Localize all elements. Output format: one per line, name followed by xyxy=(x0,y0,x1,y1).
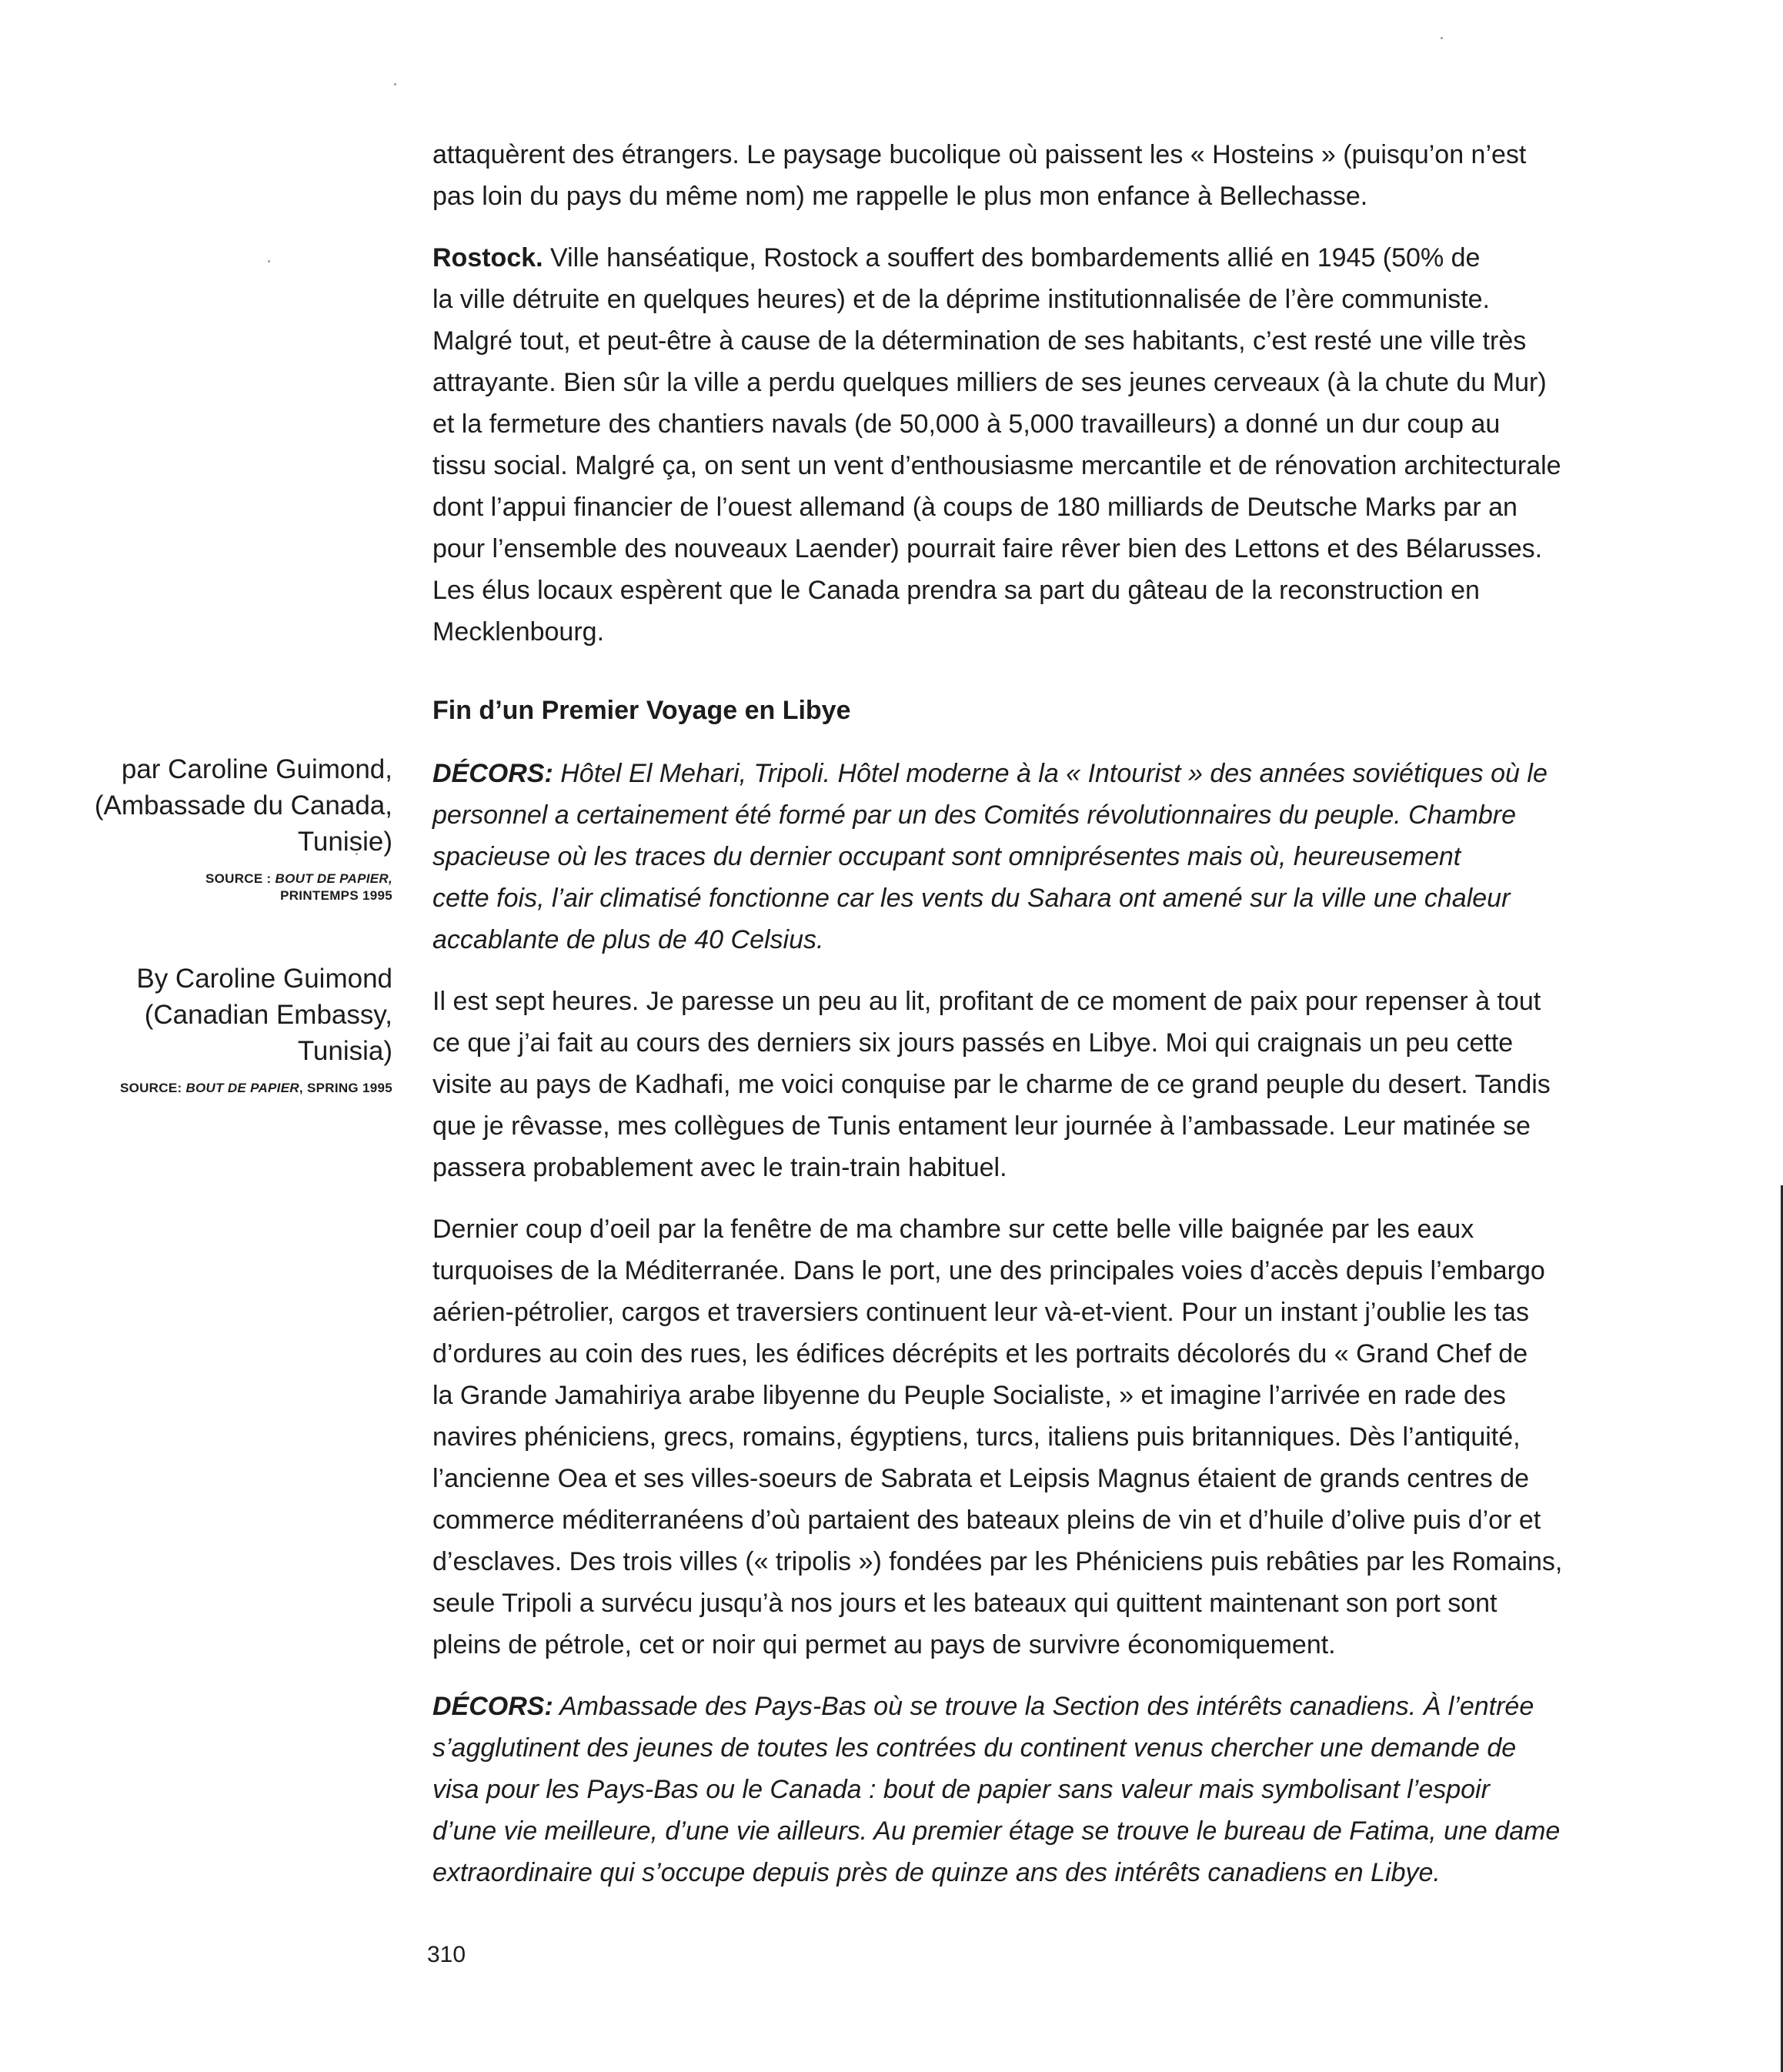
byline-line: By Caroline Guimond xyxy=(136,964,392,994)
text-line: extraordinaire qui s’occupe depuis près de quinze ans des intérêts canadiens en Libye. xyxy=(432,1858,1441,1887)
text-line xyxy=(432,1686,1579,1727)
text-line: cette fois, l’air climatisé fonctionne car les vents du Sahara ont amené sur la ville une chaleur xyxy=(432,884,1511,913)
text-line: ce que j’ai fait au cours des derniers six jours passés en Libye. Moi qui craignais un peu cette xyxy=(432,1028,1514,1058)
text-line: pas loin du pays du même nom) me rappelle le plus mon enfance à Bellechasse. xyxy=(432,182,1368,211)
sidebar-byline-french xyxy=(92,751,392,904)
text-line: visa pour les Pays-Bas ou le Canada : bout de papier sans valeur mais symbolisant l’espoir xyxy=(432,1775,1490,1804)
byline-line: Tunisie) xyxy=(297,827,392,857)
paragraph-seven-hours xyxy=(432,981,1579,1188)
decor-paragraph-hotel xyxy=(432,753,1579,961)
text-line: passera probablement avec le train-train habituel. xyxy=(432,1153,1007,1182)
text-line: dont l’appui financier de l’ouest allemand (à coups de 180 milliards de Deutsche Marks par an xyxy=(432,493,1518,522)
text-line: d’ordures au coin des rues, les édifices décrépits et les portraits décolorés du « Grand Chef de xyxy=(432,1339,1528,1369)
text-line: Il est sept heures. Je paresse un peu au lit, profitant de ce moment de paix pour repenser à tout xyxy=(432,987,1541,1016)
source-date: PRINTEMPS 1995 xyxy=(280,888,392,903)
byline-line: par Caroline Guimond, xyxy=(121,754,392,784)
text-line: l’ancienne Oea et ses villes-soeurs de Sabrata et Leipsis Magnus étaient de grands centres de xyxy=(432,1464,1530,1493)
source-title: BOUT DE PAPIER, xyxy=(275,871,392,886)
text-segment: Ville hanséatique, Rostock a souffert des bombardements allié en 1945 (50% de xyxy=(543,243,1481,272)
text-line: d’esclaves. Des trois villes (« tripolis ») fondées par les Phéniciens puis rebâties par les Romains, xyxy=(432,1547,1563,1576)
intro-paragraph xyxy=(432,134,1579,217)
text-line: accablante de plus de 40 Celsius. xyxy=(432,925,824,954)
scan-speck xyxy=(268,260,270,262)
text-line: Les élus locaux espèrent que le Canada prendra sa part du gâteau de la reconstruction en xyxy=(432,576,1480,605)
text-segment: Hôtel El Mehari, Tripoli. Hôtel moderne à la « Intourist » des années soviétiques où le xyxy=(553,759,1548,788)
text-line: que je rêvasse, mes collègues de Tunis entament leur journée à l’ambassade. Leur matinée se xyxy=(432,1111,1531,1141)
section-heading: Fin d’un Premier Voyage en Libye xyxy=(432,696,851,725)
text-line: d’une vie meilleure, d’une vie ailleurs. Au premier étage se trouve le bureau de Fatima, une dame xyxy=(432,1816,1561,1846)
text-line xyxy=(432,753,1579,794)
text-line: turquoises de la Méditerranée. Dans le port, une des principales voies d’accès depuis l’embargo xyxy=(432,1256,1545,1285)
text-line: visite au pays de Kadhafi, me voici conquise par le charme de ce grand peuple du desert. Tandis xyxy=(432,1070,1551,1099)
byline-line: (Canadian Embassy, xyxy=(144,1000,392,1030)
text-line: s’agglutinent des jeunes de toutes les contrées du continent venus chercher une demande de xyxy=(432,1733,1517,1763)
scan-speck xyxy=(394,83,396,85)
text-line: commerce méditerranéens d’où partaient des bateaux pleins de vin et d’huile d’olive puis d’or et xyxy=(432,1506,1541,1535)
source-credit-french xyxy=(92,871,392,904)
byline-line: (Ambassade du Canada, xyxy=(94,790,392,820)
text-line: aérien-pétrolier, cargos et traversiers continuent leur và-et-vient. Pour un instant j’oublie les tas xyxy=(432,1298,1529,1327)
decor-lead-in: DÉCORS: xyxy=(432,1692,553,1721)
text-line: et la fermeture des chantiers navals (de 50,000 à 5,000 travailleurs) a donné un dur coup au xyxy=(432,409,1501,439)
text-line: spacieuse où les traces du dernier occupant sont omniprésentes mais où, heureusement xyxy=(432,842,1461,871)
text-line: navires phéniciens, grecs, romains, égyptiens, turcs, italiens puis britanniques. Dès l’antiquité, xyxy=(432,1422,1521,1452)
sidebar-byline-english xyxy=(92,961,392,1097)
text-line: tissu social. Malgré ça, on sent un vent d’enthousiasme mercantile et de rénovation architecturale xyxy=(432,451,1561,480)
source-label: SOURCE: xyxy=(119,1081,186,1095)
text-line: la ville détruite en quelques heures) et de la déprime institutionnalisée de l’ère communiste. xyxy=(432,285,1490,314)
text-line: attaquèrent des étrangers. Le paysage bucolique où paissent les « Hosteins » (puisqu’on n’est xyxy=(432,140,1527,169)
decor-lead-in: DÉCORS: xyxy=(432,759,553,788)
text-line: pleins de pétrole, cet or noir qui permet au pays de survivre économiquement. xyxy=(432,1630,1336,1659)
text-segment: Ambassade des Pays-Bas où se trouve la Section des intérêts canadiens. À l’entrée xyxy=(553,1692,1534,1721)
text-line: attrayante. Bien sûr la ville a perdu quelques milliers de ses jeunes cerveaux (à la chute du Mur) xyxy=(432,368,1547,397)
source-date: , SPRING 1995 xyxy=(299,1081,392,1095)
rostock-lead-in: Rostock. xyxy=(432,243,543,272)
source-title: BOUT DE PAPIER xyxy=(185,1081,299,1095)
text-line: la Grande Jamahiriya arabe libyenne du Peuple Socialiste, » et imagine l’arrivée en rade des xyxy=(432,1381,1506,1410)
page-number: 310 xyxy=(427,1942,466,1967)
decor-paragraph-embassy xyxy=(432,1686,1579,1893)
rostock-paragraph xyxy=(432,237,1579,653)
source-credit-english xyxy=(92,1080,392,1097)
paragraph-last-look xyxy=(432,1208,1579,1666)
text-line: personnel a certainement été formé par un des Comités révolutionnaires du peuple. Chambre xyxy=(432,800,1517,830)
text-line: Dernier coup d’oeil par la fenêtre de ma chambre sur cette belle ville baignée par les eaux xyxy=(432,1215,1474,1244)
text-line: Mecklenbourg. xyxy=(432,617,605,647)
text-line xyxy=(432,237,1579,279)
scan-speck xyxy=(1441,37,1443,39)
byline-line: Tunisia) xyxy=(297,1036,392,1066)
text-line: seule Tripoli a survécu jusqu’à nos jours et les bateaux qui quittent maintenant son port sont xyxy=(432,1589,1498,1618)
source-label: SOURCE : xyxy=(205,871,275,886)
text-line: pour l’ensemble des nouveaux Laender) pourrait faire rêver bien des Lettons et des Bélarusses. xyxy=(432,534,1543,563)
text-line: Malgré tout, et peut-être à cause de la détermination de ses habitants, c’est resté une ville très xyxy=(432,326,1527,356)
